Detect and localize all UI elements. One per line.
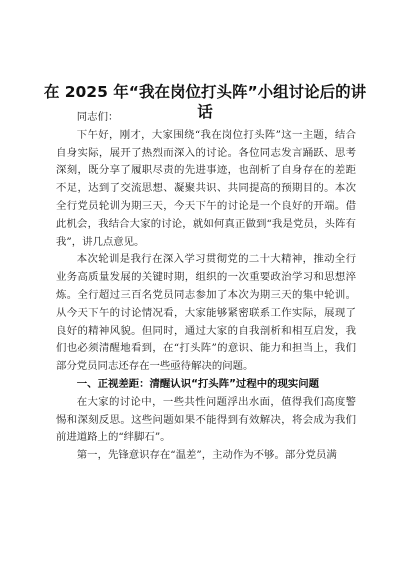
paragraph: 下午好，刚才，大家围绕“我在岗位打头阵”这一主题，结合自身实际，展开了热烈而深入的讨论。各位同志发言踊跃、思考深刻，既分享了履职尽责的先进事迹，也剖析了自身存在的差距不足，达到了交流思想、凝聚共识、共同提高的预期目的。本次全行党员轮训为期三天，今天下午的讨论是一个良好的开端。借此机会，我结合大家的讨论，就如何真正做到“我是党员，头阵有我”，讲几点意见。 bbox=[56, 128, 356, 248]
paragraph: 第一，先锋意识存在“温差”，主动作为不够。部分党员满 bbox=[76, 449, 337, 462]
section-heading: 一、正视差距：清醒认识“打头阵”过程中的现实问题 bbox=[76, 377, 320, 390]
document-title: 在 2025 年“我在岗位打头阵”小组讨论后的讲话 bbox=[43, 83, 367, 122]
paragraph: 本次轮训是我行在深入学习贯彻党的二十大精神，推动全行业务高质量发展的关键时期，组织的一次重要政治学习和思想淬炼。全行超过三百名党员同志参加了本次为期三天的集中轮训。从今天下午的讨论情况看，大家能够紧密联系工作实际，展现了良好的精神风貌。但同时，通过大家的自我剖析和相互启发，我们也必须清醒地看到，在“打头阵”的意识、能力和担当上，我们部分党员同志还存在一些亟待解决的问题。 bbox=[56, 253, 356, 373]
salutation: 同志们： bbox=[76, 111, 119, 123]
paragraph: 在大家的讨论中，一些共性问题浮出水面，值得我们高度警惕和深刻反思。这些问题如果不能得到有效解决，将会成为我们前进道路上的“绊脚石”。 bbox=[56, 395, 356, 444]
document-body bbox=[56, 109, 356, 465]
